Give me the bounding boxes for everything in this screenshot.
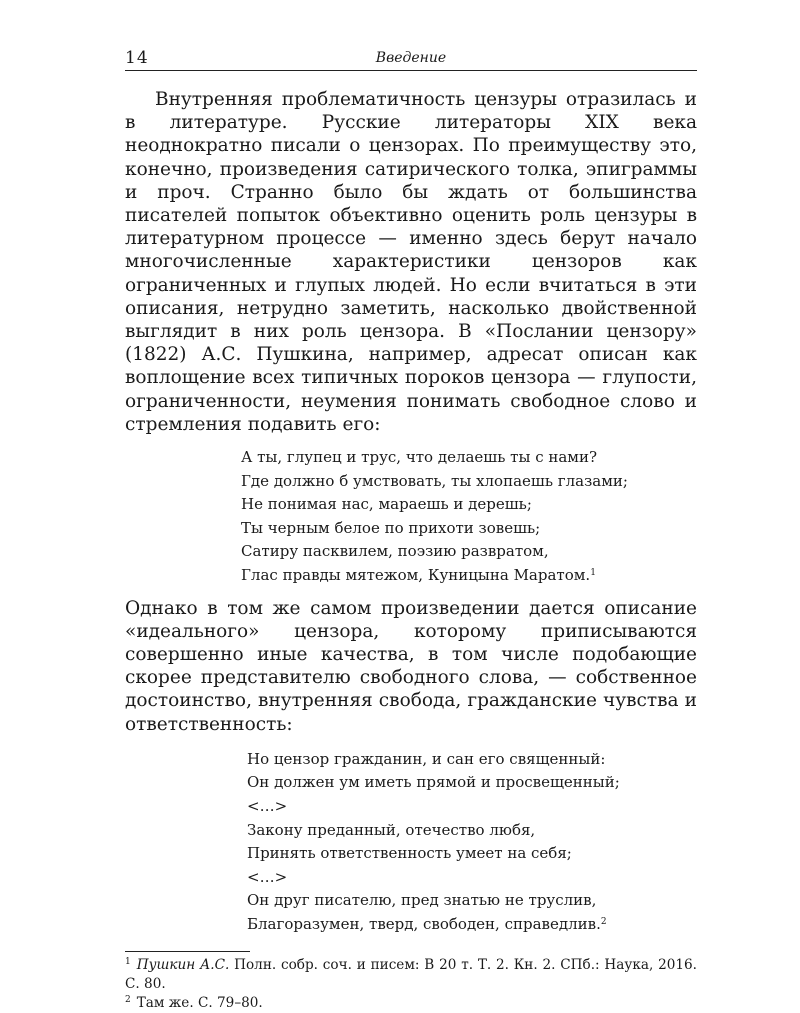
running-head-title: Введение bbox=[375, 50, 447, 66]
footnote-ref-1[interactable]: 1 bbox=[590, 568, 596, 579]
verse-line: Закону преданный, отечество любя, bbox=[247, 820, 536, 839]
verse-quote-1 bbox=[241, 446, 697, 588]
footnote-divider bbox=[125, 951, 250, 952]
verse-line-last: Глас правды мятежом, Куницына Маратом.$^1$ bbox=[241, 566, 596, 585]
footnote-text: Полн. собр. соч. и писем: В 20 т. Т. 2. Кн. 2. СПб.: Наука, 2016. С. 80. bbox=[125, 956, 698, 992]
main-text bbox=[125, 88, 697, 937]
footnotes bbox=[125, 956, 697, 1013]
footnote-text: Там же. С. 79–80. bbox=[136, 994, 263, 1011]
footnote-2 bbox=[125, 994, 697, 1013]
verse-quote-2 bbox=[247, 748, 697, 937]
paragraph-1: Внутренняя проблематичность цензуры отразилась и в литературе. Русские литераторы XIX века неоднократно писали о цензорах. По преимуществу это, конечно, произведения сатирического толка, эпиграммы и проч. Странно было бы ждать от большинства писателей попыток объективно оценить роль цензуры в литературном процессе — именно здесь берут начало многочисленные характеристики цензоров как ограниченных и глупых людей. Но если вчитаться в эти описания, нетрудно заметить, насколько двойственной выглядит в них роль цензора. В «Послании цензору» (1822) А.С. Пушкина, например, адресат описан как воплощение всех типичных пороков цензора — глупости, ограниченности, неумения понимать свободное слово и стремления подавить его: bbox=[125, 89, 697, 435]
paragraph-2: Однако в том же самом произведении дается описание «идеального» цензора, которому приписываются совершенно иные качества, в том числе подобающие скорее представителю свободного слова, — собственное достоинство, внутренняя свобода, гражданские чувства и ответственность: bbox=[125, 597, 697, 735]
verse-ellipsis: <…> bbox=[247, 797, 288, 816]
verse-line: Принять ответственность умеет на себя; bbox=[247, 844, 572, 863]
running-head bbox=[125, 46, 697, 71]
verse-line: Где должно б умствовать, ты хлопаешь глазами; bbox=[241, 471, 628, 490]
verse-line: Ты черным белое по прихоти зовешь; bbox=[241, 518, 541, 537]
footnote-ref-2[interactable]: 2 bbox=[600, 916, 607, 927]
footnote-mark: 2 bbox=[125, 994, 131, 1005]
verse-line: Он должен ум иметь прямой и просвещенный; bbox=[247, 773, 620, 792]
verse-line-last: Благоразумен, тверд, свободен, справедлив.$^2$ bbox=[247, 914, 607, 933]
verse-line: А ты, глупец и трус, что делаешь ты с нами? bbox=[241, 448, 598, 467]
verse-line: Он друг писателю, пред знатью не труслив, bbox=[247, 891, 597, 910]
verse-line: Сатиру пасквилем, поэзию развратом, bbox=[241, 542, 549, 561]
verse-line: Но цензор гражданин, и сан его священный: bbox=[247, 749, 606, 768]
page-number: 14 bbox=[125, 48, 149, 68]
verse-ellipsis: <…> bbox=[247, 867, 288, 886]
footnote-1 bbox=[125, 956, 697, 994]
footnote-mark: 1 bbox=[125, 956, 131, 967]
verse-line: Не понимая нас, мараешь и дерешь; bbox=[241, 495, 532, 514]
verse-line-text: Глас правды мятежом, Куницына Маратом bbox=[241, 566, 586, 585]
footnote-author: Пушкин А.С. bbox=[136, 956, 230, 973]
verse-line-text: Благоразумен, тверд, свободен, справедлив bbox=[247, 914, 597, 933]
book-page bbox=[125, 46, 697, 1013]
